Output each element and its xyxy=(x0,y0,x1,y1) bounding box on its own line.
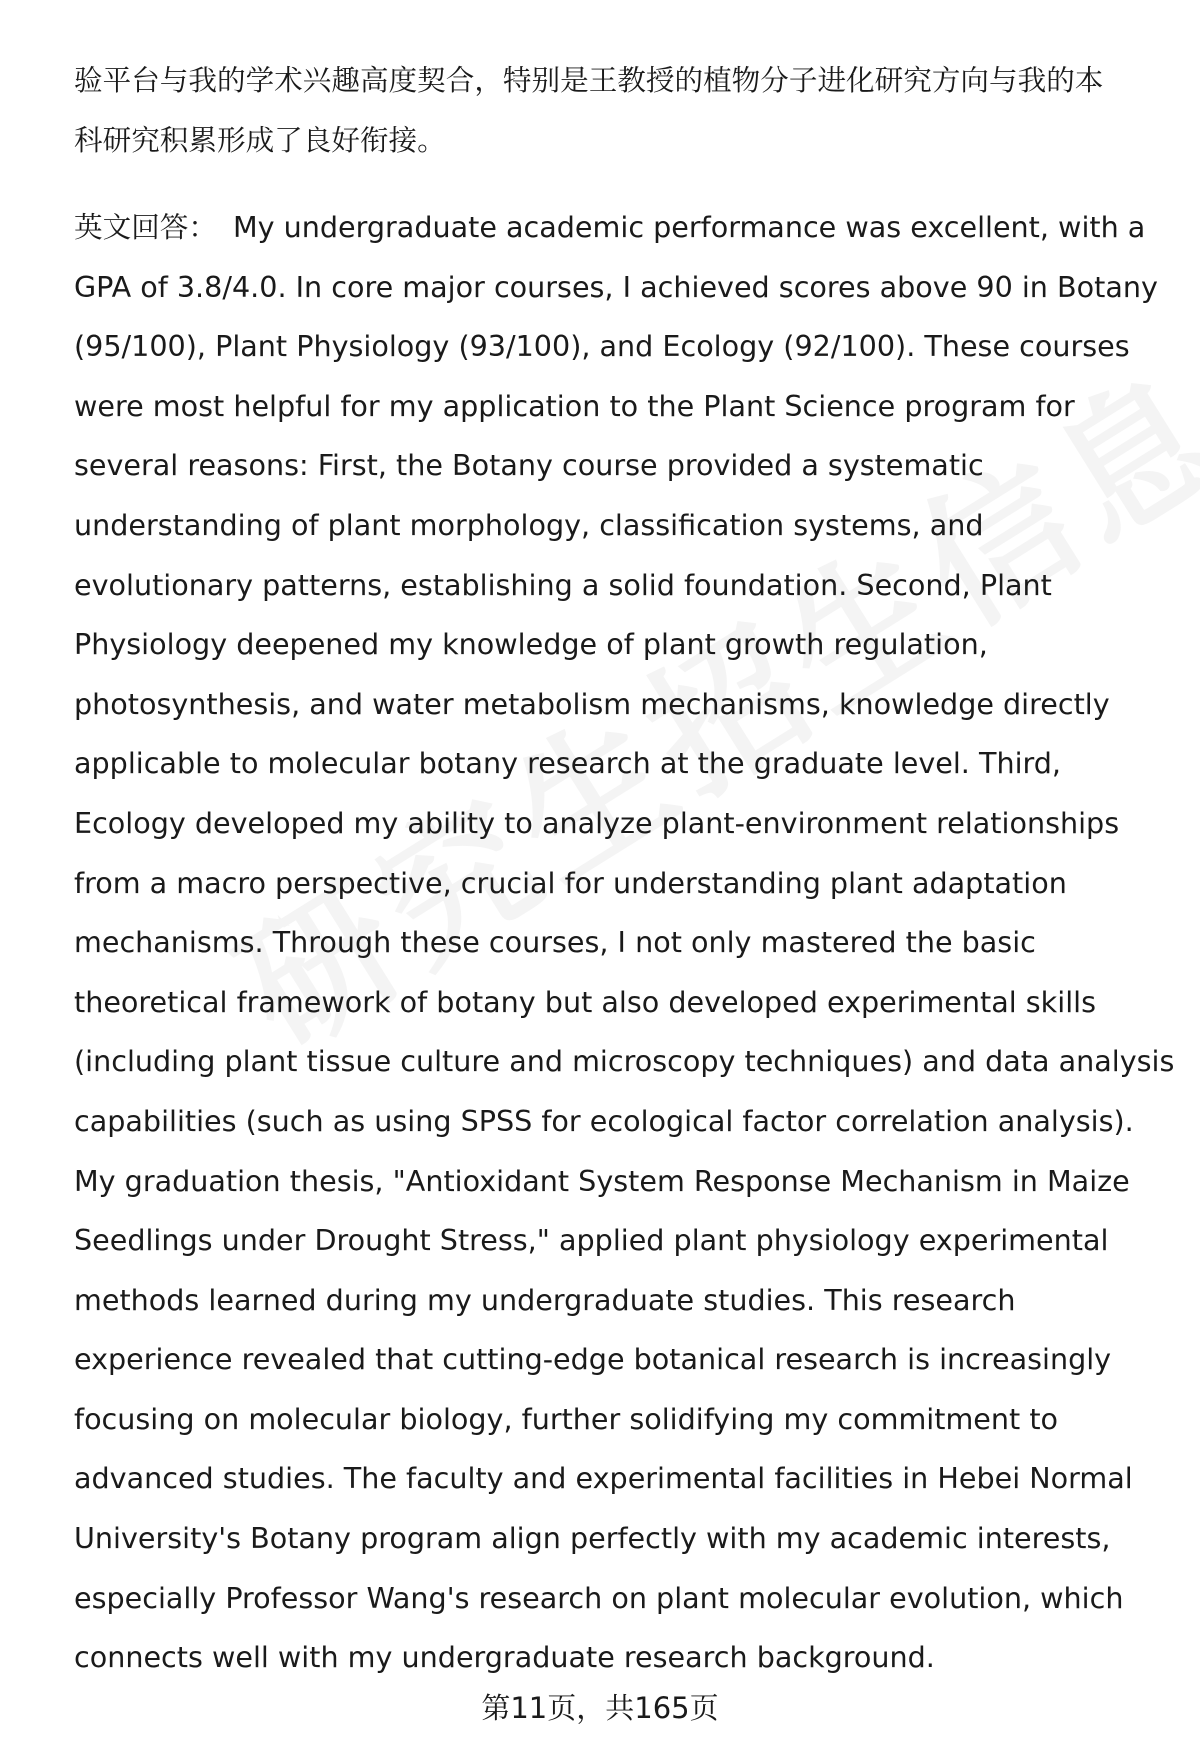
text-line: Seedlings under Drought Stress," applied plant physiology experimental xyxy=(74,1223,1109,1258)
text-line: photosynthesis, and water metabolism mechanisms, knowledge directly xyxy=(74,686,1110,721)
text-line: theoretical framework of botany but also developed experimental skills xyxy=(74,984,1096,1019)
text-line: advanced studies. The faculty and experimental facilities in Hebei Normal xyxy=(74,1461,1133,1496)
text-line: connects well with my undergraduate research background. xyxy=(74,1640,935,1675)
english-answer-paragraph xyxy=(74,198,1175,1688)
text-line: understanding of plant morphology, classification systems, and xyxy=(74,507,984,542)
page-number-footer: 第11页，共165页 xyxy=(481,1691,719,1725)
text-line: mechanisms. Through these courses, I not only mastered the basic xyxy=(74,925,1036,960)
text-line: from a macro perspective, crucial for understanding plant adaptation xyxy=(74,865,1067,900)
text-line: experience revealed that cutting-edge botanical research is increasingly xyxy=(74,1342,1112,1377)
text-line: applicable to molecular botany research at the graduate level. Third, xyxy=(74,746,1062,781)
text-line: methods learned during my undergraduate studies. This research xyxy=(74,1282,1016,1317)
text-line: My graduation thesis, "Antioxidant System Response Mechanism in Maize xyxy=(74,1163,1130,1198)
text-line: several reasons: First, the Botany course provided a systematic xyxy=(74,448,984,483)
chinese-paragraph xyxy=(74,51,1170,170)
text-line: University's Botany program align perfectly with my academic interests, xyxy=(74,1521,1111,1556)
text-line: focusing on molecular biology, further solidifying my commitment to xyxy=(74,1401,1059,1436)
text-line: 科研究积累形成了良好衔接。 xyxy=(74,122,446,157)
text-line: evolutionary patterns, establishing a solid foundation. Second, Plant xyxy=(74,567,1052,602)
text-line: 验平台与我的学术兴趣高度契合，特别是王教授的植物分子进化研究方向与我的本 xyxy=(74,63,1104,97)
text-line: (including plant tissue culture and microscopy techniques) and data analysis xyxy=(74,1044,1175,1079)
answer-label: 英文回答： xyxy=(74,210,217,244)
text-line: (95/100), Plant Physiology (93/100), and Ecology (92/100). These courses xyxy=(74,329,1130,364)
text-line: Physiology deepened my knowledge of plant growth regulation, xyxy=(74,627,988,662)
text-line: were most helpful for my application to the Plant Science program for xyxy=(74,388,1075,423)
text-line xyxy=(74,198,1170,258)
text-line: GPA of 3.8/4.0. In core major courses, I achieved scores above 90 in Botany xyxy=(74,269,1158,304)
answer-first-line: My undergraduate academic performance was excellent, with a xyxy=(232,210,1146,244)
text-line: Ecology developed my ability to analyze plant-environment relationships xyxy=(74,805,1120,840)
text-line: especially Professor Wang's research on plant molecular evolution, which xyxy=(74,1580,1124,1615)
text-line: capabilities (such as using SPSS for ecological factor correlation analysis). xyxy=(74,1103,1134,1138)
